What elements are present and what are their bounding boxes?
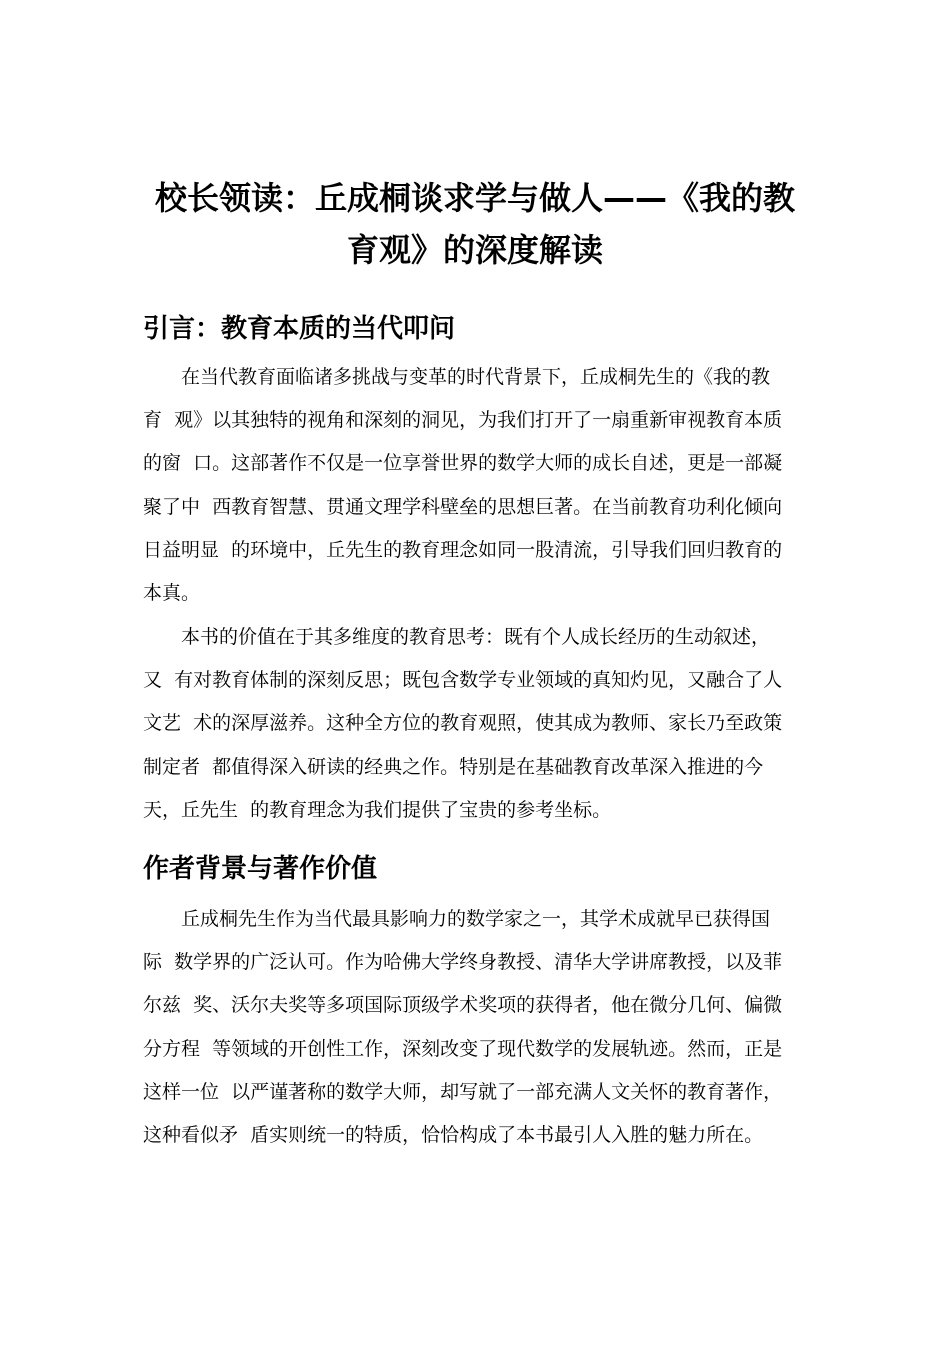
paragraph-line: 际 数学界的广泛认可。作为哈佛大学终身教授、清华大学讲席教授，以及菲 <box>143 951 783 974</box>
paragraph-line: 本真。 <box>143 581 201 604</box>
paragraph-author-1 <box>143 898 803 1157</box>
paragraph-line: 丘成桐先生作为当代最具影响力的数学家之一，其学术成就早已获得国 <box>181 908 771 930</box>
document-title <box>145 172 805 276</box>
paragraph-line: 天，丘先生 的教育理念为我们提供了宝贵的参考坐标。 <box>143 798 612 821</box>
paragraph-line: 这种看似矛 盾实则统一的特质，恰恰构成了本书最引人入胜的魅力所在。 <box>143 1123 764 1146</box>
paragraph-line: 这样一位 以严谨著称的数学大师，却写就了一部充满人文关怀的教育著作， <box>143 1080 783 1103</box>
paragraph-line: 育 观》以其独特的视角和深刻的洞见，为我们打开了一扇重新审视教育本质 <box>143 409 783 432</box>
section-heading-introduction: 引言：教育本质的当代叩问 <box>143 314 456 344</box>
paragraph-line: 又 有对教育体制的深刻反思；既包含数学专业领域的真知灼见，又融合了人 <box>143 669 783 692</box>
document-title-line: 校长领读：丘成桐谈求学与做人——《我的教 <box>154 179 795 217</box>
paragraph-line: 聚了中 西教育智慧、贯通文理学科壁垒的思想巨著。在当前教育功利化倾向 <box>143 495 783 518</box>
document-title-line: 育观》的深度解读 <box>346 231 603 269</box>
paragraph-intro-2 <box>143 616 803 832</box>
paragraph-line: 文艺 术的深厚滋养。这种全方位的教育观照，使其成为教师、家长乃至政策 <box>143 712 783 735</box>
paragraph-intro-1 <box>143 356 803 615</box>
paragraph-line: 本书的价值在于其多维度的教育思考：既有个人成长经历的生动叙述， <box>181 626 771 648</box>
paragraph-line: 的窗 口。这部著作不仅是一位享誉世界的数学大师的成长自述，更是一部凝 <box>143 452 783 475</box>
paragraph-line: 尔兹 奖、沃尔夫奖等多项国际顶级学术奖项的获得者，他在微分几何、偏微 <box>143 994 783 1017</box>
paragraph-line: 分方程 等领域的开创性工作，深刻改变了现代数学的发展轨迹。然而，正是 <box>143 1037 783 1060</box>
section-heading-author-background: 作者背景与著作价值 <box>143 854 378 884</box>
paragraph-line: 在当代教育面临诸多挑战与变革的时代背景下，丘成桐先生的《我的教 <box>181 366 771 388</box>
paragraph-line: 日益明显 的环境中，丘先生的教育理念如同一股清流，引导我们回归教育的 <box>143 538 783 561</box>
paragraph-line: 制定者 都值得深入研读的经典之作。特别是在基础教育改革深入推进的今 <box>143 755 764 778</box>
